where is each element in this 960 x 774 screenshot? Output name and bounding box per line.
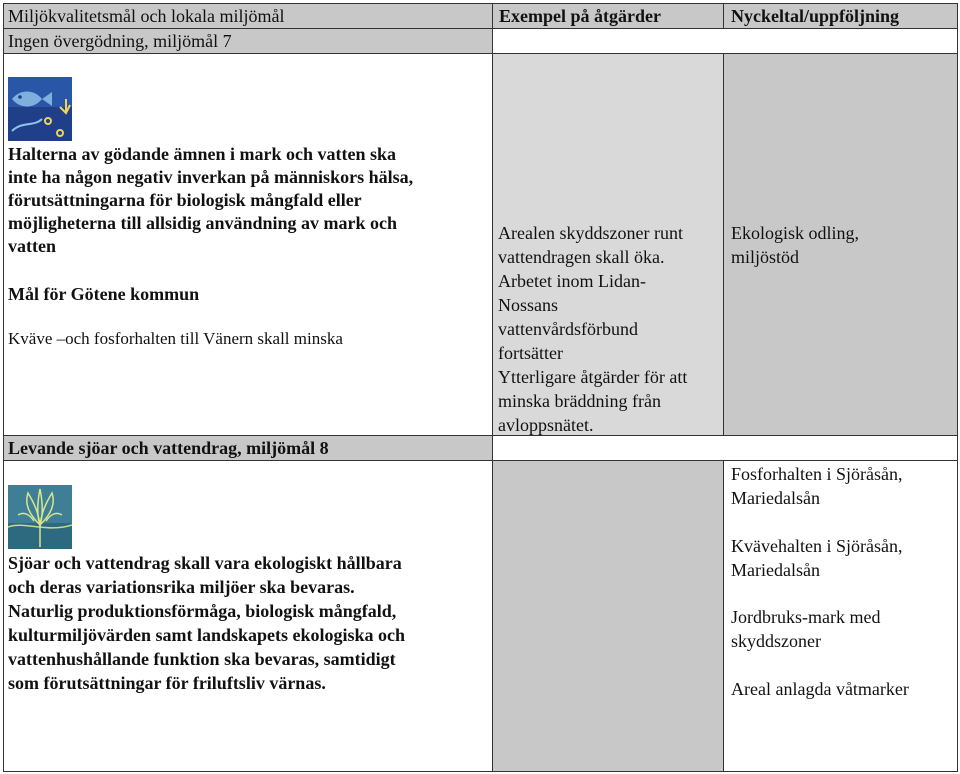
section1-indicator-line: Ekologisk odling, [731,223,860,243]
section1-description-line: möjligheterna till allsidig användning av mark och [8,213,398,233]
section2-indicator-line: Fosforhalten i Sjöråsån, [731,464,903,484]
section2-indicator-group [731,462,902,510]
section2-indicator-line: Kvävehalten i Sjöråsån, [731,536,903,556]
header-goals-label: Miljökvalitetsmål och lokala miljömål [8,6,285,26]
header-indicators-label: Nyckeltal/uppföljning [731,6,900,26]
section1-local-goal-title: Mål för Götene kommun [8,284,200,304]
section1-description [8,143,488,258]
section1-description-line: förutsättningarna för biologisk mångfald eller [8,190,362,210]
section1-title: Ingen övergödning, miljömål 7 [8,31,232,51]
section1-action-line: vattendragen skall öka. [498,247,665,267]
fish-icon [8,77,72,141]
section2-indicator-line: skyddszoner [731,631,821,651]
section2-description-line: kulturmiljövärden samt landskapets ekologiska och [8,625,406,645]
section1-description-line: inte ha någon negativ inverkan på människors hälsa, [8,167,414,187]
section2-indicator-line: Areal anlagda våtmarker [731,679,909,699]
section2-description-line: som förutsättningar för friluftsliv värnas. [8,673,326,693]
section2-description-line: vattenhushållande funktion ska bevaras, samtidigt [8,649,396,669]
section1-description-line: Halterna av gödande ämnen i mark och vatten ska [8,144,397,164]
section2-description-line: och deras variationsrika miljöer ska bevaras. [8,577,355,597]
section1-title-blank-cell [492,28,958,54]
section2-description-line: Sjöar och vattendrag skall vara ekologiskt hållbara [8,553,402,573]
section2-title: Levande sjöar och vattendrag, miljömål 8 [8,438,329,458]
section2-indicator-group [731,677,909,701]
water-plant-icon [8,485,72,549]
section2-indicator-line: Mariedalsån [731,560,820,580]
section1-action-line: Arbetet inom Lidan- [498,271,646,291]
section2-title-blank-cell [492,435,958,461]
section2-indicator-group [731,605,880,653]
section1-action-line: Nossans [498,295,559,315]
section1-action-line: Ytterligare åtgärder för att [498,367,688,387]
section1-action-line: vattenvårdsförbund [498,319,638,339]
section2-actions-cell [492,460,724,772]
section2-indicator-group [731,534,902,582]
section1-description-line: vatten [8,236,56,256]
section2-description-line: Naturlig produktionsförmåga, biologisk mångfald, [8,601,397,621]
section1-action-line: Arealen skyddszoner runt [498,223,683,243]
section1-local-goal-text: Kväve –och fosforhalten till Vänern skall minska [8,329,343,348]
section1-indicators-text [731,221,859,269]
section1-action-line: avloppsnätet. [498,415,594,435]
section2-indicator-line: Mariedalsån [731,488,820,508]
section1-indicator-line: miljöstöd [731,247,800,267]
section2-indicator-line: Jordbruks-mark med [731,607,881,627]
section2-description [8,551,488,695]
section1-action-line: minska bräddning från [498,391,661,411]
section1-actions-text [498,221,723,437]
section1-action-line: fortsätter [498,343,563,363]
header-actions-label: Exempel på åtgärder [499,6,661,26]
